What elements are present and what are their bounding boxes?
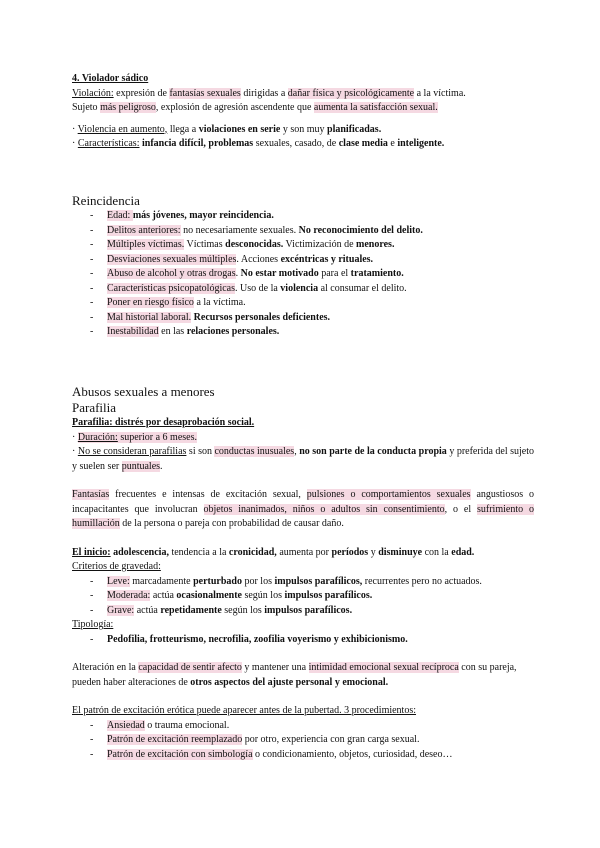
text-run: Víctimas (184, 239, 226, 250)
text-run: angustiosos o incapacitantes que involucran (72, 489, 534, 515)
section-title: Reincidencia (72, 193, 140, 208)
text-run: Desviaciones sexuales múltiples (107, 253, 237, 265)
text-run: en las (158, 326, 187, 337)
text-run: . Acciones (236, 253, 281, 265)
text-run: · (72, 138, 78, 149)
paragraph (72, 431, 534, 446)
text-run: sufrimiento o humillación (72, 503, 534, 529)
list-item (72, 238, 534, 253)
text-run: según los (241, 590, 285, 601)
text-run: superior a 6 meses. (117, 431, 197, 443)
paragraph (72, 704, 534, 719)
text-run: Abuso de alcohol y otras drogas (107, 268, 236, 279)
list-item (72, 253, 534, 268)
text-run: tratamiento. (350, 268, 404, 279)
text-run: violaciones en serie (198, 123, 281, 135)
text-run: y son muy (280, 123, 328, 135)
text-run: perturbado (193, 575, 242, 587)
text-run: sexuales, casado, de (253, 138, 339, 149)
text-run: · (72, 123, 78, 135)
list-item (72, 325, 534, 340)
text-run: expresión de (113, 87, 170, 99)
text-run: y (368, 546, 379, 558)
text-run: frecuentes e intensas de excitación sexual, (109, 489, 307, 500)
text-run: El patrón de excitación erótica puede aparecer antes de la pubertad. 3 procedimientos: (72, 705, 417, 716)
list-item (72, 267, 534, 282)
text-run: No reconocimiento del delito. (298, 224, 423, 236)
text-run: no necesariamente sexuales. (180, 224, 299, 236)
text-run: cronicidad, (228, 546, 277, 558)
text-run: Múltiples víctimas. (107, 239, 185, 250)
list-item (72, 311, 534, 326)
text-run: dañar física y psicológicamente (287, 87, 415, 99)
paragraph (72, 416, 534, 431)
section-title (72, 72, 534, 87)
procedimientos-list (72, 719, 534, 763)
text-run: y mantener una (241, 662, 309, 673)
text-run: , (294, 446, 300, 457)
criterios-label (72, 560, 534, 575)
paragraph (72, 546, 534, 561)
list-item (72, 604, 534, 619)
text-run: Inestabilidad (107, 326, 159, 337)
text-run: por los (241, 575, 275, 587)
text-run: impulsos parafílicos, (274, 575, 363, 587)
text-run: Características: (77, 138, 140, 149)
text-run: si son (186, 446, 215, 457)
text-run: o condicionamiento, objetos, curiosidad, deseo… (252, 748, 453, 760)
text-run: Moderada: (107, 590, 151, 601)
text-run: Alteración en la (72, 662, 139, 673)
text-run: tendencia a la (168, 546, 229, 558)
text-run: Tipología: (72, 619, 114, 630)
text-run: Violación: (72, 87, 114, 99)
text-run: clase media (338, 138, 388, 149)
text-run: Violencia en aumento, (77, 123, 168, 135)
text-run: Delitos anteriores: (107, 224, 181, 236)
text-run: Parafilia: distrés por desaprobación social. (72, 417, 255, 428)
text-run: edad. (451, 546, 475, 558)
text-run: ocasionalmente (176, 590, 242, 601)
text-run: o trauma emocional. (144, 719, 230, 731)
text-run: actúa (150, 590, 177, 601)
text-run: Victimización de (283, 239, 357, 250)
text-run: Leve: (107, 575, 130, 587)
text-run: Patrón de excitación con simbología (107, 748, 253, 760)
text-run: Ansiedad (107, 719, 145, 731)
list-item (72, 719, 534, 734)
text-run: al consumar el delito. (318, 282, 407, 294)
text-run: infancia difícil, problemas (141, 138, 254, 149)
text-run: adolescencia, (113, 546, 169, 558)
text-run: dirigidas a (240, 87, 288, 99)
text-run: Mal historial laboral. (107, 311, 192, 323)
paragraph (72, 101, 534, 116)
section-reincidencia (72, 193, 534, 340)
paragraph (72, 123, 534, 138)
text-run: más peligroso (100, 102, 156, 113)
text-run: capacidad de sentir afecto (138, 662, 242, 673)
text-run: violencia (280, 282, 319, 294)
text-run: a la víctima. (193, 297, 246, 308)
text-run: disminuye (378, 546, 423, 558)
text-run: planificadas. (327, 123, 382, 135)
text-run: no son parte de la conducta propia (299, 446, 447, 457)
paragraph (72, 137, 534, 152)
text-run: Criterios de gravedad: (72, 561, 161, 572)
list-item (72, 575, 534, 590)
list-item (72, 589, 534, 604)
text-run: pulsiones o comportamientos sexuales (306, 489, 471, 500)
text-run: 4. Violador sádico (72, 73, 149, 84)
criterios-list (72, 575, 534, 619)
text-run: Duración: (77, 431, 118, 443)
text-run: Grave: (107, 604, 135, 616)
text-run: llega a (167, 123, 199, 135)
text-run: Fantasías (72, 489, 110, 500)
text-run: según los (221, 604, 265, 616)
text-run: con su pareja, pueden haber alteraciones de (72, 662, 517, 688)
text-run: Edad: (107, 210, 133, 221)
text-run: más jóvenes, mayor reincidencia. (132, 210, 274, 221)
section-subtitle: Parafilia (72, 400, 117, 415)
text-run: impulsos parafílicos. (264, 604, 353, 616)
text-run: El inicio: (72, 546, 111, 558)
text-run: a la víctima. (414, 87, 466, 99)
list-item (72, 296, 534, 311)
list-item (72, 209, 534, 224)
text-run: para el (318, 268, 351, 279)
section-violador-sadico (72, 72, 534, 152)
text-run: por otro, experiencia con gran carga sexual. (242, 734, 420, 745)
text-run: intimidad emocional sexual recíproca (308, 662, 459, 673)
paragraph (72, 488, 534, 532)
text-run: aumenta por (276, 546, 332, 558)
text-run: impulsos parafílicos. (284, 590, 373, 601)
text-run: No estar motivado (240, 268, 319, 279)
text-run: fantasías sexuales (169, 87, 241, 99)
text-run: aumenta la satisfacción sexual. (313, 102, 438, 113)
text-run: . (160, 460, 163, 472)
paragraph (72, 445, 534, 474)
list-item (72, 633, 534, 648)
text-run: Poner en riesgo físico (107, 297, 194, 308)
list-item (72, 282, 534, 297)
text-run: Sujeto (72, 102, 101, 113)
text-run: Recursos personales deficientes. (193, 311, 331, 323)
text-run: de la persona o pareja con probabilidad de causar daño. (119, 518, 344, 529)
text-run: Patrón de excitación reemplazado (107, 734, 243, 745)
text-run: e (387, 138, 398, 149)
text-run: Pedofilia, frotteurismo, necrofilia, zoofilia voyerismo y exhibicionismo. (107, 633, 408, 645)
tipologia-label (72, 618, 534, 633)
section-title: Abusos sexuales a menores (72, 384, 215, 399)
text-run: y preferida del sujeto y suelen ser (72, 446, 534, 472)
text-run: No se consideran parafilias (77, 446, 187, 457)
text-run: recurrentes pero no actuados. (362, 575, 482, 587)
text-run: con la (422, 546, 452, 558)
section-abusos (72, 384, 534, 762)
text-run: actúa (134, 604, 161, 616)
text-run: marcadamente (129, 575, 194, 587)
paragraph (72, 661, 534, 690)
list-item (72, 733, 534, 748)
text-run: . Uso de la (235, 282, 281, 294)
text-run: puntuales (121, 460, 161, 472)
text-run: , o el (444, 503, 477, 515)
text-run: , explosión de agresión ascendente que (155, 102, 314, 113)
tipologia-list (72, 633, 534, 648)
text-run: menores. (356, 239, 395, 250)
text-run: . (235, 268, 241, 279)
text-run: inteligente. (397, 138, 445, 149)
text-run: desconocidas. (225, 239, 284, 250)
reincidencia-list (72, 209, 534, 340)
text-run: Características psicopatológicas (107, 282, 236, 294)
text-run: objetos inanimados, niños o adultos sin consentimiento (203, 503, 445, 515)
list-item (72, 224, 534, 239)
text-run: otros aspectos del ajuste personal y emocional. (190, 676, 389, 688)
text-run: períodos (331, 546, 369, 558)
text-run: conductas inusuales (214, 446, 295, 457)
text-run: · (72, 446, 78, 457)
text-run: relaciones personales. (186, 326, 280, 337)
text-run: excéntricas y rituales. (280, 253, 374, 265)
paragraph (72, 87, 534, 102)
list-item (72, 748, 534, 763)
text-run: repetidamente (160, 604, 222, 616)
text-run: · (72, 431, 78, 443)
